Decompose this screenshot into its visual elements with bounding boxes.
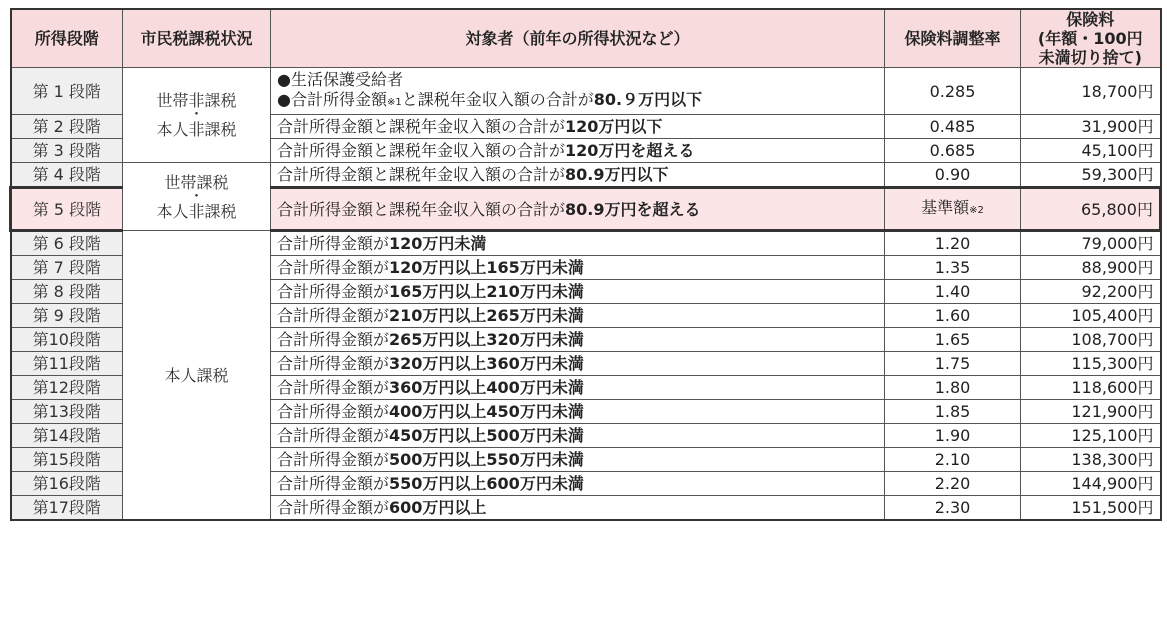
rate-cell: 2.20 (885, 472, 1021, 496)
grade-cell: 第10段階 (11, 328, 123, 352)
condition-text: 合計所得金額と課税年金収入額の合計が (277, 141, 566, 160)
rate-cell: 0.685 (885, 139, 1021, 163)
header-fee-line1: 保険料 (1066, 10, 1115, 29)
rate-cell: 0.485 (885, 115, 1021, 139)
condition-cell (271, 328, 885, 352)
condition-cell (271, 68, 885, 115)
condition-cell (271, 188, 885, 231)
grade-cell: 第16段階 (11, 472, 123, 496)
fee-cell: 125,100円 (1021, 424, 1161, 448)
grade-cell: 第14段階 (11, 424, 123, 448)
rate-cell: 1.60 (885, 304, 1021, 328)
condition-text: 合計所得金額が (277, 426, 390, 445)
status-label: 世帯課税 (164, 172, 229, 192)
status-label: 世帯非課税 (156, 91, 237, 110)
condition-threshold: 120万円を超える (565, 141, 695, 160)
header-status: 市民税課税状況 (123, 9, 271, 68)
status-group-3 (123, 231, 271, 521)
status-group-2 (123, 163, 271, 231)
condition-cell (271, 424, 885, 448)
condition-threshold: 210万円以上265万円未満 (389, 306, 584, 325)
table-row (11, 68, 1161, 115)
rate-cell: 1.80 (885, 376, 1021, 400)
condition-text: 合計所得金額が (277, 330, 390, 349)
rate-cell: 1.35 (885, 256, 1021, 280)
condition-threshold: 120万円以上165万円未満 (389, 258, 584, 277)
fee-cell: 31,900円 (1021, 115, 1161, 139)
condition-cell (271, 231, 885, 256)
fee-cell: 108,700円 (1021, 328, 1161, 352)
grade-cell: 第 4 段階 (11, 163, 123, 188)
condition-line: ●生活保護受給者 (277, 69, 403, 89)
condition-threshold: 120万円以下 (565, 117, 663, 136)
status-separator: ・ (189, 188, 204, 205)
status-label: 本人非課税 (156, 120, 237, 139)
table-row (11, 231, 1161, 256)
condition-threshold: 450万円以上500万円未満 (389, 426, 584, 445)
fee-cell: 45,100円 (1021, 139, 1161, 163)
condition-threshold: 320万円以上360万円未満 (389, 354, 584, 373)
grade-cell: 第 7 段階 (11, 256, 123, 280)
fee-cell: 138,300円 (1021, 448, 1161, 472)
condition-threshold: 500万円以上550万円未満 (389, 450, 584, 469)
fee-cell: 88,900円 (1021, 256, 1161, 280)
condition-threshold: 120万円未満 (389, 234, 487, 253)
condition-threshold: 165万円以上210万円未満 (389, 282, 584, 301)
header-grade: 所得段階 (11, 9, 123, 68)
fee-cell: 115,300円 (1021, 352, 1161, 376)
fee-cell: 92,200円 (1021, 280, 1161, 304)
grade-cell: 第17段階 (11, 496, 123, 521)
condition-cell (271, 376, 885, 400)
header-target: 対象者（前年の所得状況など） (271, 9, 885, 68)
condition-line (277, 90, 878, 113)
footnote-marker: ※2 (969, 205, 984, 216)
condition-text: 合計所得金額が (277, 402, 390, 421)
condition-cell (271, 352, 885, 376)
condition-text: と課税年金収入額の合計が (401, 89, 594, 109)
fee-cell: 59,300円 (1021, 163, 1161, 188)
condition-text: ●合計所得金額 (277, 89, 387, 109)
condition-cell (271, 496, 885, 521)
grade-cell: 第11段階 (11, 352, 123, 376)
premium-table (9, 8, 1162, 521)
rate-cell: 1.85 (885, 400, 1021, 424)
rate-cell: 1.40 (885, 280, 1021, 304)
rate-cell: 1.20 (885, 231, 1021, 256)
grade-cell: 第15段階 (11, 448, 123, 472)
condition-threshold: 550万円以上600万円未満 (389, 474, 584, 493)
rate-text: 基準額 (921, 198, 970, 217)
condition-text: 合計所得金額が (277, 354, 390, 373)
grade-cell: 第 2 段階 (11, 115, 123, 139)
rate-cell: 2.30 (885, 496, 1021, 521)
condition-text: 合計所得金額が (277, 378, 390, 397)
condition-text: 合計所得金額が (277, 498, 390, 517)
grade-cell: 第 6 段階 (11, 231, 123, 256)
condition-text: 合計所得金額が (277, 306, 390, 325)
rate-cell: 0.285 (885, 68, 1021, 115)
condition-text: 合計所得金額と課税年金収入額の合計が (277, 165, 566, 184)
fee-cell: 105,400円 (1021, 304, 1161, 328)
condition-threshold: 400万円以上450万円未満 (389, 402, 584, 421)
rate-cell: 1.75 (885, 352, 1021, 376)
grade-cell: 第 3 段階 (11, 139, 123, 163)
condition-threshold: 80.9万円以下 (565, 165, 669, 184)
grade-cell: 第13段階 (11, 400, 123, 424)
status-label: 本人非課税 (156, 201, 237, 221)
fee-cell: 144,900円 (1021, 472, 1161, 496)
header-fee-line3: 未満切り捨て) (1038, 48, 1142, 67)
condition-threshold: 80.９万円以下 (593, 89, 703, 109)
condition-cell (271, 139, 885, 163)
condition-cell (271, 115, 885, 139)
condition-text: 合計所得金額と課税年金収入額の合計が (277, 117, 566, 136)
rate-cell (885, 188, 1021, 231)
header-rate: 保険料調整率 (885, 9, 1021, 68)
condition-text: 合計所得金額が (277, 474, 390, 493)
header-fee (1021, 9, 1161, 68)
condition-threshold: 265万円以上320万円未満 (389, 330, 584, 349)
condition-cell (271, 448, 885, 472)
condition-threshold: 80.9万円を超える (565, 199, 701, 219)
rate-cell: 2.10 (885, 448, 1021, 472)
condition-text: 合計所得金額が (277, 258, 390, 277)
rate-cell: 1.65 (885, 328, 1021, 352)
status-group-1 (123, 68, 271, 163)
fee-cell: 118,600円 (1021, 376, 1161, 400)
condition-text: 合計所得金額と課税年金収入額の合計が (277, 199, 566, 219)
condition-cell (271, 472, 885, 496)
footnote-marker: ※1 (386, 96, 402, 108)
header-row (11, 9, 1161, 68)
condition-text: 合計所得金額が (277, 450, 390, 469)
condition-cell (271, 400, 885, 424)
fee-cell: 121,900円 (1021, 400, 1161, 424)
fee-cell: 65,800円 (1021, 188, 1161, 231)
status-label: 本人課税 (164, 365, 229, 385)
condition-cell (271, 280, 885, 304)
grade-cell: 第 5 段階 (11, 188, 123, 231)
condition-threshold: 600万円以上 (389, 498, 487, 517)
condition-text: 合計所得金額が (277, 282, 390, 301)
condition-text: 合計所得金額が (277, 234, 390, 253)
table-row (11, 163, 1161, 188)
header-fee-line2: (年額・100円 (1037, 29, 1143, 48)
grade-cell: 第 9 段階 (11, 304, 123, 328)
condition-threshold: 360万円以上400万円未満 (389, 378, 584, 397)
grade-cell: 第 1 段階 (11, 68, 123, 115)
grade-cell: 第12段階 (11, 376, 123, 400)
condition-cell (271, 256, 885, 280)
rate-cell: 1.90 (885, 424, 1021, 448)
status-separator: ・ (189, 107, 204, 123)
condition-cell (271, 163, 885, 188)
grade-cell: 第 8 段階 (11, 280, 123, 304)
rate-cell: 0.90 (885, 163, 1021, 188)
condition-cell (271, 304, 885, 328)
fee-cell: 18,700円 (1021, 68, 1161, 115)
fee-cell: 151,500円 (1021, 496, 1161, 521)
fee-cell: 79,000円 (1021, 231, 1161, 256)
